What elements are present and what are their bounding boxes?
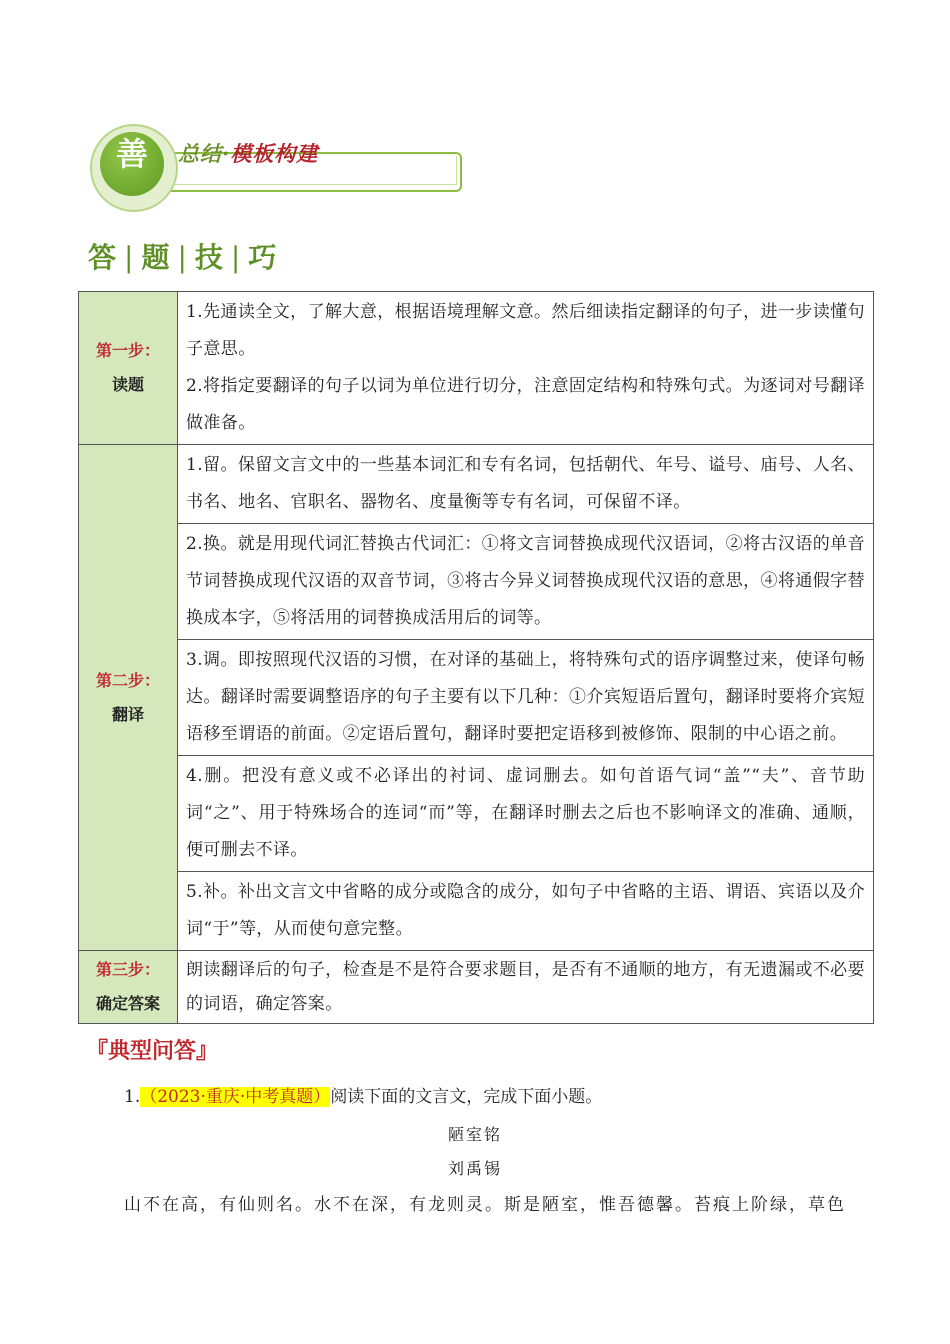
step-row [79, 292, 874, 445]
step-content [178, 292, 874, 445]
question-text: 阅读下面的文言文，完成下面小题。 [330, 1087, 603, 1107]
step-text: 朗读翻译后的句子，检查是不是符合要求题目，是否有不通顺的地方，有无遗漏或不必要的词语，确定答案。 [186, 960, 865, 1014]
step-label: 第二步： [95, 670, 160, 690]
heading-separator: | [177, 241, 189, 274]
step-row [79, 756, 874, 872]
poem-title: 陋室铭 [447, 1125, 502, 1144]
poem-author: 刘禹锡 [447, 1159, 502, 1178]
question [124, 1082, 602, 1107]
step-name: 翻译 [111, 704, 144, 724]
steps-table [78, 291, 874, 1024]
step-name: 读题 [111, 375, 144, 394]
question-number: 1. [124, 1087, 141, 1107]
step-row [79, 872, 874, 951]
banner-title-part2: 模板构建 [230, 141, 319, 166]
qa-heading: 『典型问答』 [86, 1038, 219, 1064]
step-content [178, 640, 874, 756]
step-header [79, 292, 178, 445]
heading-separator: | [124, 241, 136, 274]
poem-text: 山不在高，有仙则名。水不在深，有龙则灵。斯是陋室，惟吾德馨。苔痕上阶绿，草色 [124, 1195, 846, 1215]
banner-title [178, 138, 318, 168]
step-name: 确定答案 [95, 994, 160, 1013]
heading-separator: | [230, 241, 243, 274]
step-text: 1.留。保留文言文中的一些基本词汇和专有名词，包括朝代、年号、谥号、庙号、人名、书名、地名、官职名、器物名、度量衡等专有名词，可保留不译。 [186, 455, 865, 512]
banner-title-part1: 总结· [178, 141, 231, 166]
step-row [79, 445, 874, 524]
heading-char: 技 [194, 241, 225, 274]
step-content [178, 872, 874, 951]
step-content [178, 445, 874, 524]
step-text: 5.补。补出文言文中省略的成分或隐含的成分，如句子中省略的主语、谓语、宾语以及介词“于”等，从而使句意完整。 [186, 882, 865, 939]
step-text: 2.换。就是用现代词汇替换古代词汇：①将文言词替换成现代汉语词，②将古汉语的单音节词替换成现代汉语的双音节词，③将古今异义词替换成现代汉语的意思，④将通假字替换成本字，⑤将活用的词替换成活用后的词等。 [186, 534, 865, 628]
step-header [79, 445, 178, 951]
heading-char: 答 [88, 241, 119, 274]
step-row [79, 951, 874, 1024]
heading-char: 题 [141, 241, 172, 274]
step-content [178, 951, 874, 1024]
step-label: 第一步： [95, 341, 160, 360]
step-header [79, 951, 178, 1024]
step-row [79, 524, 874, 640]
step-text: 3.调。即按照现代汉语的习惯，在对译的基础上，将特殊句式的语序调整过来，使译句畅达。翻译时需要调整语序的句子主要有以下几种：①介宾短语后置句，翻译时要将介宾短语移至谓语的前面。②定语后置句，翻译时要把定语移到被修饰、限制的中心语之前。 [186, 650, 865, 744]
section-banner [90, 124, 390, 214]
banner-badge-char: 善 [115, 135, 148, 173]
source-tag: （2023·重庆·中考真题） [140, 1087, 331, 1107]
step-text: 4.删。把没有意义或不必译出的衬词、虚词删去。如句首语气词“盖”“夫”、音节助词“之”、用于特殊场合的连词“而”等，在翻译时删去之后也不影响译文的准确、通顺，便可删去不译。 [186, 766, 865, 860]
section-heading [88, 236, 278, 276]
heading-char: 巧 [248, 241, 279, 274]
step-label: 第三步： [95, 960, 160, 979]
step-content [178, 756, 874, 872]
step-text: 1.先通读全文，了解大意，根据语境理解文意。然后细读指定翻译的句子，进一步读懂句子意思。 2.将指定要翻译的句子以词为单位进行切分，注意固定结构和特殊句式。为逐词对号翻译做准备。 [186, 302, 865, 433]
step-content [178, 524, 874, 640]
step-row [79, 640, 874, 756]
